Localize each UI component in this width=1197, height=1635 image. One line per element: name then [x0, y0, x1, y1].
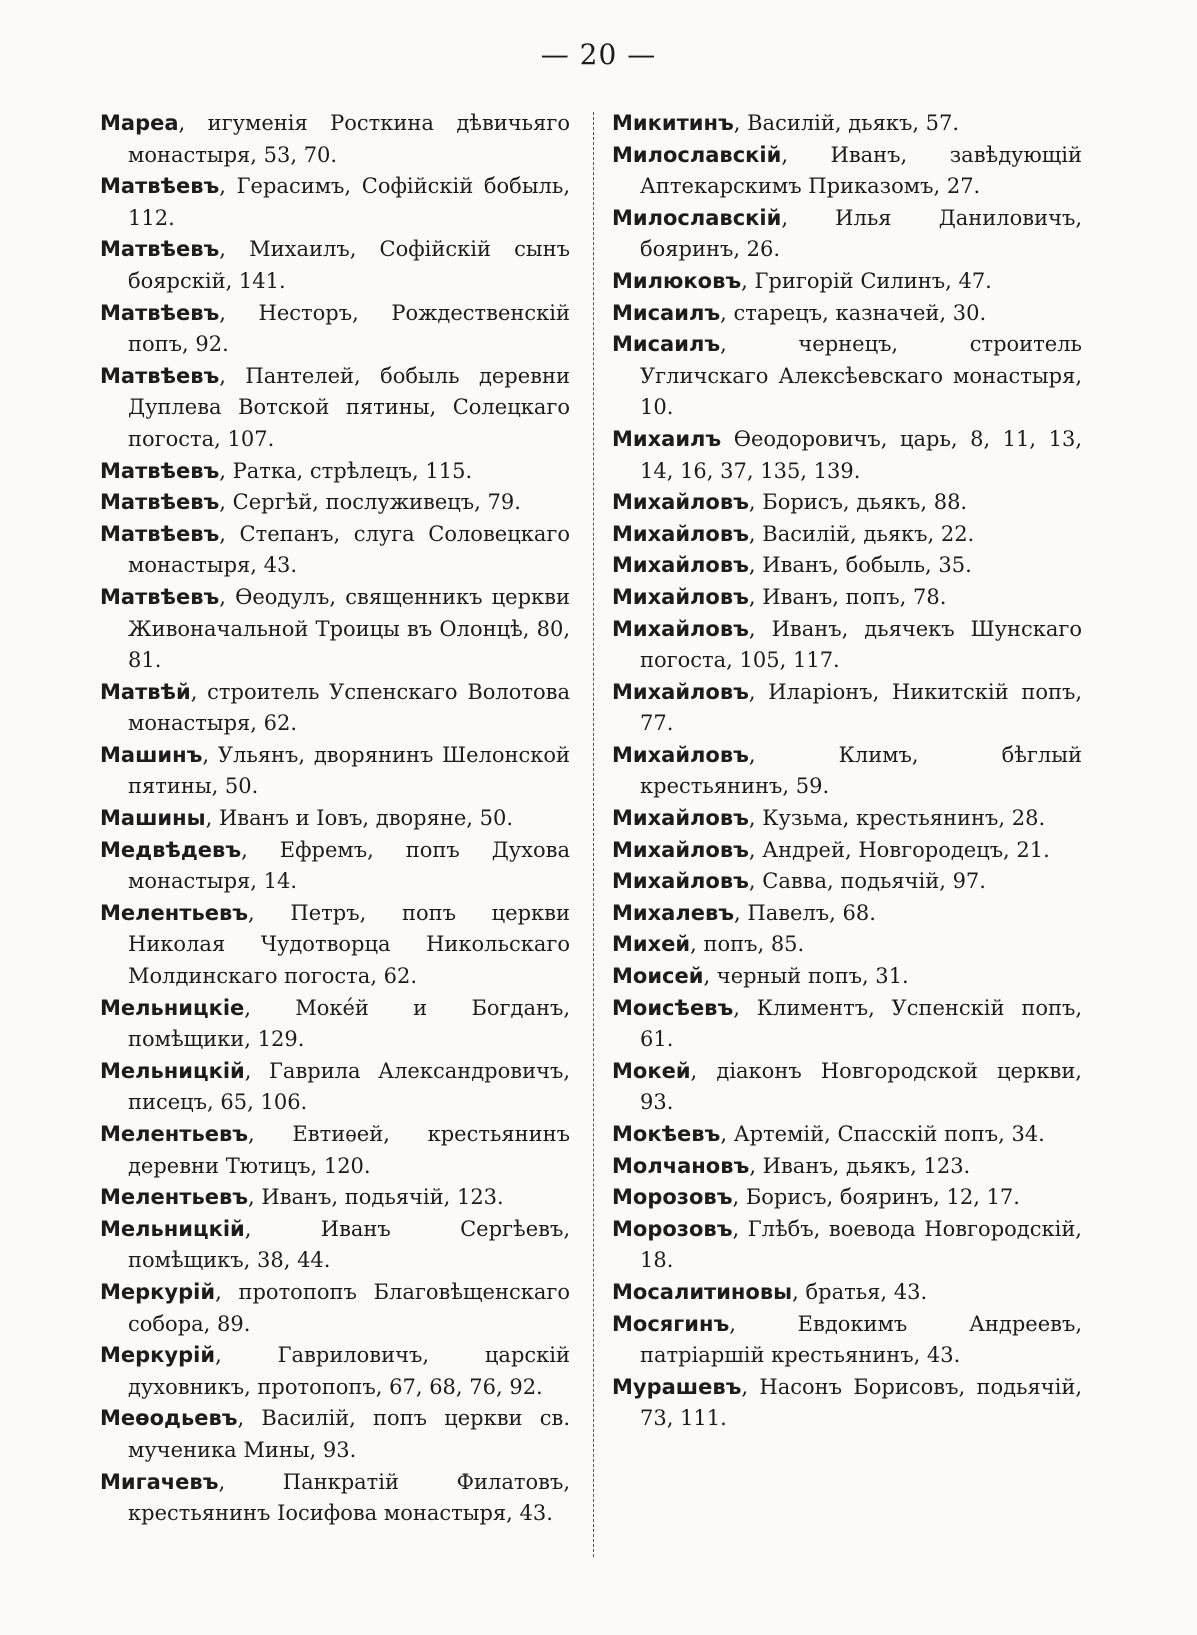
- index-entry: [612, 1372, 1082, 1435]
- index-entry: [612, 550, 1082, 582]
- entry-description: , Евдокимъ Андреевъ, патріаршій крестьянинъ, 43.: [640, 1311, 1082, 1368]
- entry-surname: Милюковъ: [612, 268, 742, 293]
- entry-surname: Мисаилъ: [612, 332, 721, 357]
- entry-description: , Андрей, Новгородецъ, 21.: [748, 837, 1050, 862]
- entry-description: , попъ, 85.: [690, 932, 805, 957]
- index-entry: [100, 234, 570, 297]
- entry-surname: Микитинъ: [612, 111, 734, 135]
- index-entry: [100, 993, 570, 1056]
- entry-description: , Павелъ, 68.: [734, 900, 876, 925]
- entry-surname: Мурашевъ: [612, 1374, 742, 1399]
- entry-description: , Иванъ и Іовъ, дворяне, 50.: [205, 806, 514, 831]
- index-entry: [100, 740, 570, 803]
- entry-description: , Иларіонъ, Никитскій попъ, 77.: [640, 679, 1082, 736]
- entry-surname: Мокей: [612, 1058, 691, 1083]
- entry-description: , Ефремъ, попъ Духова монастыря, 14.: [128, 837, 570, 894]
- index-entry: [612, 266, 1082, 298]
- index-entry: [100, 1182, 570, 1214]
- entry-surname: Матвѣевъ: [100, 521, 220, 546]
- entry-description: , чернецъ, строитель Угличскаго Алексѣевскаго монастыря, 10.: [640, 332, 1082, 420]
- entry-description: , Евтиѳей, крестьянинъ деревни Тютицъ, 120.: [128, 1122, 570, 1178]
- entry-surname: Михайловъ: [612, 837, 749, 862]
- entry-description: , Михаилъ, Софійскій сынъ боярскій, 141.: [128, 237, 570, 293]
- index-entry: [100, 108, 570, 171]
- index-entry: [612, 329, 1082, 424]
- entry-description: , братья, 43.: [792, 1279, 928, 1304]
- entry-description: , Сергѣй, послуживецъ, 79.: [219, 490, 521, 515]
- index-entry: [612, 203, 1082, 266]
- entry-surname: Матвѣевъ: [100, 363, 220, 388]
- index-entry: [100, 1277, 570, 1340]
- entry-surname: Михайловъ: [612, 869, 749, 894]
- entry-surname: Мисаилъ: [612, 300, 721, 325]
- entry-description: Ѳеодоровичъ, царь, 8, 11, 13, 14, 16, 37, 135, 139.: [640, 426, 1082, 483]
- entry-surname: Михайловъ: [612, 806, 749, 831]
- entry-description: , Иванъ, дьякъ, 123.: [749, 1153, 971, 1178]
- entry-description: , Кузьма, крестьянинъ, 28.: [748, 806, 1046, 831]
- entry-surname: Михайловъ: [612, 742, 749, 767]
- entry-description: , Борисъ, бояринъ, 12, 17.: [732, 1185, 1020, 1210]
- entry-description: , Климентъ, Успенскій попъ, 61.: [640, 995, 1082, 1052]
- index-entry: [612, 898, 1082, 930]
- index-entry: [100, 171, 570, 234]
- entry-description: , Иванъ Сергѣевъ, помѣщикъ, 38, 44.: [128, 1216, 570, 1273]
- entry-surname: Молчановъ: [612, 1153, 750, 1178]
- entry-surname: Морозовъ: [612, 1185, 733, 1210]
- index-entry: [100, 1056, 570, 1119]
- index-entry: [100, 1467, 570, 1530]
- entry-description: , Иванъ, бобыль, 35.: [748, 553, 972, 578]
- entry-description: , Ратка, стрѣлецъ, 115.: [219, 458, 473, 483]
- entry-surname: Матвѣевъ: [100, 490, 220, 515]
- index-entry: [612, 1182, 1082, 1214]
- entry-surname: Михаилъ: [612, 426, 722, 451]
- entry-surname: Матвѣевъ: [100, 174, 220, 199]
- entry-description: , діаконъ Новгородской церкви, 93.: [640, 1058, 1082, 1115]
- index-entry: [612, 1056, 1082, 1119]
- index-entry: [100, 1403, 570, 1466]
- entry-description: , Ѳеодулъ, священникъ церкви Живоначальной Троицы въ Олонцѣ, 80, 81.: [128, 584, 570, 673]
- entry-surname: Машины: [100, 806, 206, 831]
- entry-description: , Василій, дьякъ, 57.: [733, 111, 960, 135]
- entry-description: , Иванъ, завѣдующій Аптекарскимъ Приказомъ, 27.: [640, 142, 1082, 199]
- entry-description: , Несторъ, Рождественскій попъ, 92.: [128, 300, 570, 357]
- index-entry: [612, 519, 1082, 551]
- entry-surname: Мельницкій: [100, 1058, 245, 1083]
- entry-surname: Матвѣевъ: [100, 300, 220, 325]
- entry-surname: Мосягинъ: [612, 1311, 730, 1336]
- index-entry: [612, 1151, 1082, 1183]
- entry-description: , Насонъ Борисовъ, подьячій, 73, 111.: [640, 1374, 1082, 1431]
- index-entry: [612, 298, 1082, 330]
- entry-surname: Машинъ: [100, 742, 203, 767]
- entry-description: , Степанъ, слуга Соловецкаго монастыря, 43.: [128, 521, 570, 578]
- index-entry: [612, 835, 1082, 867]
- entry-surname: Михайловъ: [612, 584, 749, 609]
- index-entry: [100, 487, 570, 519]
- index-column-left: [100, 108, 570, 1530]
- entry-description: , Ульянъ, дворянинъ Шелонской пятины, 50.: [128, 742, 570, 799]
- entry-surname: Меркурій: [100, 1343, 216, 1368]
- entry-description: , Панкратій Филатовъ, крестьянинъ Іосифова монастыря, 43.: [128, 1469, 570, 1526]
- entry-surname: Мокѣевъ: [612, 1122, 721, 1146]
- entry-surname: Милославскій: [612, 142, 782, 167]
- index-entry: [612, 1119, 1082, 1151]
- entry-surname: Милославскій: [612, 205, 782, 230]
- entry-surname: Медвѣдевъ: [100, 837, 242, 862]
- index-entry: [612, 993, 1082, 1056]
- entry-surname: Моисѣевъ: [612, 995, 734, 1020]
- index-entry: [612, 108, 1082, 140]
- index-entry: [612, 961, 1082, 993]
- entry-surname: Михайловъ: [612, 616, 749, 641]
- entry-description: , Иванъ, подьячій, 123.: [248, 1185, 504, 1210]
- entry-description: , Климъ, бѣглый крестьянинъ, 59.: [640, 742, 1082, 799]
- entry-description: , черный попъ, 31.: [703, 964, 909, 989]
- index-entry: [100, 1340, 570, 1403]
- index-entry: [100, 835, 570, 898]
- entry-description: , Савва, подьячій, 97.: [748, 869, 986, 894]
- entry-description: , Артемій, Спасскій попъ, 34.: [720, 1122, 1045, 1146]
- index-entry: [612, 866, 1082, 898]
- index-entry: [612, 614, 1082, 677]
- entry-description: , Иванъ, попъ, 78.: [748, 584, 947, 609]
- column-divider: [593, 112, 594, 1557]
- entry-surname: Михей: [612, 932, 691, 957]
- entry-surname: Матвѣй: [100, 679, 191, 704]
- entry-description: , Герасимъ, Софійскій бобыль, 112.: [128, 174, 570, 230]
- entry-description: , Борисъ, дьякъ, 88.: [748, 490, 968, 515]
- entry-description: , строитель Успенскаго Волотова монастыря, 62.: [128, 679, 570, 736]
- entry-description: , Петръ, попъ церкви Николая Чудотворца Никольскаго Молдинскаго погоста, 62.: [128, 900, 570, 989]
- entry-surname: Михайловъ: [612, 521, 749, 546]
- index-entry: [612, 582, 1082, 614]
- index-entry: [612, 929, 1082, 961]
- entry-description: , Гаврила Александровичъ, писецъ, 65, 106.: [128, 1058, 570, 1115]
- entry-surname: Мелентьевъ: [100, 1185, 249, 1210]
- index-entry: [100, 677, 570, 740]
- entry-surname: Матвѣевъ: [100, 458, 220, 483]
- index-entry: [100, 361, 570, 456]
- index-entry: [612, 1214, 1082, 1277]
- entry-description: , Иванъ, дьячекъ Шунскаго погоста, 105, 117.: [640, 616, 1082, 673]
- index-entry: [100, 582, 570, 677]
- entry-description: , Илья Даниловичъ, бояринъ, 26.: [640, 205, 1082, 262]
- entry-surname: Мелентьевъ: [100, 900, 249, 925]
- entry-description: , Пантелей, бобыль деревни Дуплева Вотской пятины, Солецкаго погоста, 107.: [128, 363, 570, 451]
- index-entry: [612, 677, 1082, 740]
- entry-surname: Мареа: [100, 111, 179, 135]
- index-entry: [612, 487, 1082, 519]
- entry-surname: Мелентьевъ: [100, 1122, 249, 1146]
- index-column-right: [612, 108, 1082, 1435]
- index-entry: [612, 1277, 1082, 1309]
- entry-surname: Мельницкій: [100, 1216, 245, 1241]
- entry-surname: Михайловъ: [612, 679, 749, 704]
- entry-surname: Михайловъ: [612, 490, 749, 515]
- entry-surname: Михалевъ: [612, 900, 735, 925]
- entry-surname: Мельницкіе: [100, 995, 245, 1020]
- index-entry: [100, 898, 570, 993]
- index-entry: [612, 424, 1082, 487]
- index-entry: [612, 740, 1082, 803]
- entry-surname: Меркурій: [100, 1279, 216, 1304]
- entry-description: , Гавриловичъ, царскій духовникъ, протопопъ, 67, 68, 76, 92.: [128, 1343, 570, 1399]
- page-number: — 20 —: [540, 38, 657, 71]
- entry-surname: Михайловъ: [612, 553, 749, 578]
- entry-surname: Мигачевъ: [100, 1469, 219, 1494]
- index-entry: [100, 298, 570, 361]
- index-entry: [100, 803, 570, 835]
- entry-description: , Василій, попъ церкви св. мученика Мины, 93.: [128, 1406, 570, 1462]
- entry-surname: Моисей: [612, 964, 704, 989]
- entry-description: , Василій, дьякъ, 22.: [748, 521, 975, 546]
- entry-description: , старецъ, казначей, 30.: [720, 300, 987, 325]
- entry-description: , игуменія Росткина дѣвичьяго монастыря, 53, 70.: [128, 111, 570, 167]
- entry-surname: Матвѣевъ: [100, 584, 220, 609]
- entry-surname: Мосалитиновы: [612, 1279, 793, 1304]
- index-entry: [100, 456, 570, 488]
- index-entry: [100, 1214, 570, 1277]
- entry-surname: Меѳодьевъ: [100, 1406, 238, 1431]
- entry-description: , Григорій Силинъ, 47.: [741, 268, 992, 293]
- index-entry: [100, 519, 570, 582]
- entry-description: , Глѣбъ, воевода Новгородскій, 18.: [640, 1216, 1082, 1273]
- index-entry: [612, 803, 1082, 835]
- entry-surname: Матвѣевъ: [100, 237, 220, 262]
- index-entry: [612, 1309, 1082, 1372]
- index-entry: [612, 140, 1082, 203]
- entry-description: , протопопъ Благовѣщенскаго собора, 89.: [128, 1279, 570, 1336]
- entry-surname: Морозовъ: [612, 1216, 733, 1241]
- entry-description: , Моке́й и Богданъ, помѣщики, 129.: [128, 995, 570, 1052]
- index-entry: [100, 1119, 570, 1182]
